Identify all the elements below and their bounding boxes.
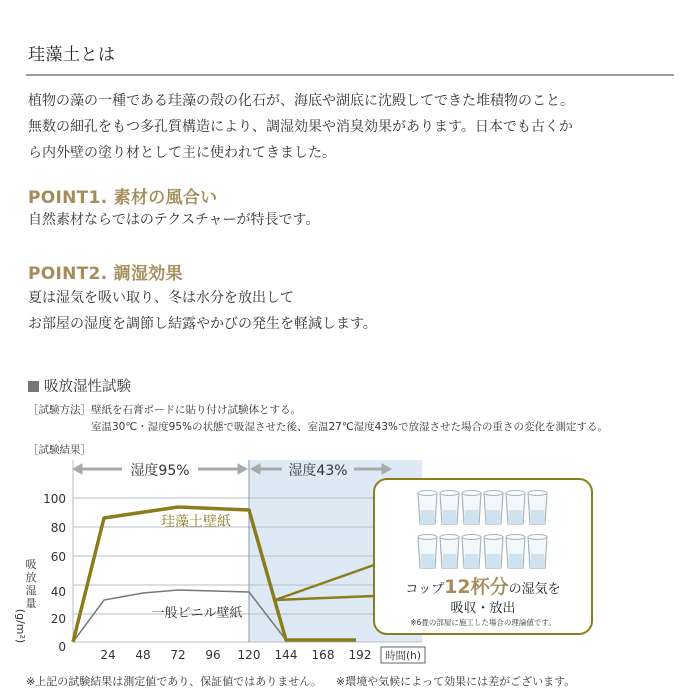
svg-text:24: 24 <box>100 648 116 662</box>
point2-line: 夏は湿気を吸い取り、冬は水分を放出して <box>28 290 294 306</box>
svg-text:48: 48 <box>135 648 151 662</box>
svg-text:(g/m²): (g/m²) <box>14 608 27 644</box>
footer-notes <box>26 673 575 689</box>
callout-text-suffix: の湿気を <box>508 582 561 597</box>
y-tick-labels <box>43 492 66 654</box>
svg-text:湿: 湿 <box>25 584 37 597</box>
svg-text:72: 72 <box>170 648 186 662</box>
series-diatomite-label: 珪藻土壁紙 <box>161 514 231 530</box>
svg-text:40: 40 <box>50 585 66 599</box>
point2-heading: POINT2. 調湿効果 <box>28 264 183 284</box>
test-method-line2: 室温30℃・湿度95%の状態で吸湿させた後、室温27℃湿度43%で放湿させた場合の重さの変化を測定する。 <box>91 421 608 433</box>
point2-line: お部屋の湿度を調節し結露やかびの発生を軽減します。 <box>28 316 377 332</box>
test-method <box>28 402 301 417</box>
svg-text:96: 96 <box>205 648 221 662</box>
test-result-label: ［試験結果］ <box>28 444 91 456</box>
point1-heading: POINT1. 素材の風合い <box>28 188 218 208</box>
title-divider <box>26 74 674 76</box>
intro-paragraph <box>28 88 574 166</box>
phase-label-95: 湿度95% <box>130 463 190 479</box>
callout-highlight: 12杯分 <box>444 576 509 598</box>
svg-text:60: 60 <box>50 550 66 564</box>
test-method-label: ［試験方法］ <box>28 404 91 416</box>
test-heading-text: 吸放湿性試験 <box>44 379 131 395</box>
point1-text: 自然素材ならではのテクスチャーが特長です。 <box>28 212 320 228</box>
phase-label-43: 湿度43% <box>288 463 348 479</box>
svg-text:120: 120 <box>237 648 261 662</box>
intro-line: 無数の細孔をもつ多孔質構造により、調湿効果や消臭効果があります。日本でも古くか <box>28 119 573 135</box>
svg-text:放: 放 <box>25 571 37 584</box>
svg-text:192: 192 <box>348 648 372 662</box>
test-method-line1: 壁紙を石膏ボードに貼り付け試験体とする。 <box>91 404 301 416</box>
x-tick-labels <box>100 648 371 662</box>
cups-illustration <box>415 488 630 578</box>
callout-box <box>373 478 593 635</box>
callout-text-prefix: コップ <box>405 582 445 597</box>
svg-text:80: 80 <box>50 521 66 535</box>
cup-icon-row-1 <box>418 491 547 525</box>
series-vinyl-label: 一般ビニル壁紙 <box>151 606 243 621</box>
x-axis-label: 時間(h) <box>385 650 421 662</box>
callout-text <box>375 572 591 599</box>
callout-text-line2: 吸収・放出 <box>450 601 516 616</box>
svg-text:0: 0 <box>58 640 66 654</box>
intro-line: ら内外壁の塗り材として主に使われてきました。 <box>28 145 336 161</box>
y-axis-label <box>14 558 37 643</box>
svg-text:168: 168 <box>311 648 335 662</box>
square-bullet-icon <box>28 381 39 392</box>
svg-text:100: 100 <box>43 492 66 506</box>
intro-line: 植物の藻の一種である珪藻の殻の化石が、海底や湖底に沈殿してできた堆積物のこと。 <box>28 93 574 109</box>
page-title: 珪藻土とは <box>28 45 116 65</box>
footer-note-1: ※上記の試験結果は測定値であり、保証値ではありません。 <box>26 675 322 688</box>
svg-text:吸: 吸 <box>25 558 37 571</box>
callout-note: ※6畳の部屋に施工した場合の理論値です。 <box>410 618 556 627</box>
svg-text:20: 20 <box>50 612 66 626</box>
test-heading <box>28 375 131 396</box>
footer-note-2: ※環境や気候によって効果には差がございます。 <box>335 675 576 688</box>
cup-icon-row-2 <box>418 535 547 569</box>
svg-text:144: 144 <box>274 648 298 662</box>
svg-text:量: 量 <box>25 597 37 610</box>
point2-text <box>28 285 377 337</box>
